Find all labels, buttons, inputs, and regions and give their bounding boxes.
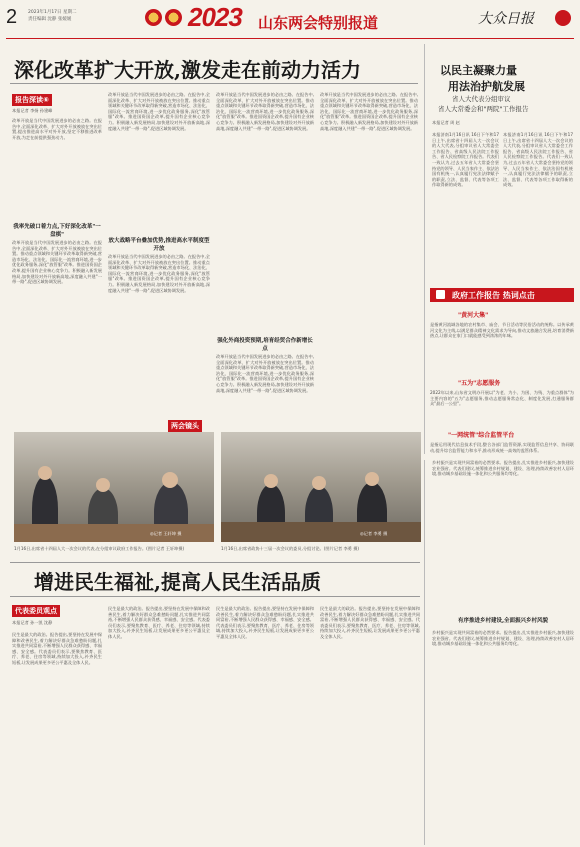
sidebar-headline-2: 用法治护航发展 xyxy=(448,80,525,93)
national-emblem-icon xyxy=(145,9,162,26)
photo-right-credit: ◎记者 李勇 摄 xyxy=(360,531,388,536)
bottom-col4-body: 民生是最大的政治。报告提出,要坚持在发展中保障和改善民生,着力解决好群众急难愁盼问题,扎实推进共同富裕,不断增强人民群众获得感、幸福感、安全感。代表委员们表示,要聚焦教育、医疗、养老、住房等领域,持续加大投入,补齐民生短板,让发展成果更多更公平惠及全体人民。 xyxy=(320,606,420,639)
banner-year: 2023 xyxy=(188,2,242,32)
headline-rule xyxy=(10,83,418,84)
hot-word-title: "黄河大集" xyxy=(458,312,489,319)
photo-committee xyxy=(221,432,421,542)
top-col2-body: 改革开放是当代中国发展进步的必由之路。在报告中,全面深化改革、扩大对外开放被放在突出位置。推动重点领域和关键环节改革取得新突破,营造市场化、法治化、国际化一流营商环境,进一步优化政务服务,深化"放管服"改革。推进国资国企改革,提升国有企业核心竞争力。积极融入新发展格局,加快建设对外开放新高地,深度融入共建"一带一路",促进区域协调发展。 xyxy=(108,92,210,131)
right-bottom-divider xyxy=(424,460,425,845)
subhead-platform: 放大战略平台叠加优势,推进高水平制度型开放 xyxy=(108,238,210,252)
banner-square-icon xyxy=(436,290,445,299)
hot-word-body: 是指黄河流域各地的农村集市、庙会、节日活动等民俗活动的统称。以传承黄河文化为主线,以满足群众精神文化需求为导向,推动文旅融合发展,培育消费新热点,让群众在家门口就能感受到浓浓的年味。 xyxy=(430,322,574,339)
section-tag-report: 报告深读⑥ xyxy=(12,94,52,106)
top-byline: 本报记者 李扬 孙建峰 xyxy=(12,108,53,113)
sidebar-col1-body: 本报济南1月16日讯 16日下午和17日上午,出席省十四届人大一次会议的人大代表,分组审议省人大常委会工作报告、省高级人民法院工作报告、省人民检察院工作报告。代表们一致认为,过去五年省人大常委会坚持党的领导、人民当家作主、依法治国有机统一,认真履行宪法法律赋予的职责,立法、监督、代表等各项工作取得新的成效。 xyxy=(432,132,499,188)
editor-line: 责任编辑 沈静 张媛媛 xyxy=(28,17,72,22)
newspaper-logo: 大众日报 xyxy=(478,11,534,27)
hot-word-body: 是指运用现代信息技术手段,整合各部门监管资源,实现监管信息共享、协同联动,提升综合监管能力和水平,推动形成统一高效的监管体系。 xyxy=(430,442,574,453)
hot-word-body: 2022年以来,山东省文明办开展以"为老、为小、为困、为残、为重点群体"为主要内容的"五为"志愿服务,推动志愿服务常态化、制度化发展,打通服务群众"最后一公里"。 xyxy=(430,390,574,407)
date-line: 2023年1月17日 星期二 xyxy=(28,10,77,15)
top-headline: 深化改革扩大开放,激发走在前动力活力 xyxy=(14,58,361,82)
right-bottom-subhead: 有序推进乡村建设,全面振兴乡村风貌 xyxy=(457,618,549,624)
top-lead-paragraph: 改革开放是当代中国发展进步的必由之路。在报告中,全面深化改革、扩大对外开放被放在突出位置,提出推进高水平对外开放,坚定不移推进改革开放,为走在前提供强劲动力。 xyxy=(12,118,102,140)
header-rule xyxy=(6,38,574,39)
hot-words-list xyxy=(430,306,574,482)
bottom-col2-body: 民生是最大的政治。报告提出,要坚持在发展中保障和改善民生,着力解决好群众急难愁盼问题,扎实推进共同富裕,不断增强人民群众获得感、幸福感、安全感。代表委员们表示,要聚焦教育、医疗、养老、住房等领域,持续加大投入,补齐民生短板,让发展成果更多更公平惠及全体人民。 xyxy=(108,606,210,639)
page-number: 2 xyxy=(6,6,18,28)
hot-words-banner xyxy=(430,288,574,302)
subhead-investment: 强化外商投资预期,培育经贸合作新增长点 xyxy=(217,338,313,352)
bottom-col3-body: 民生是最大的政治。报告提出,要坚持在发展中保障和改善民生,着力解决好群众急难愁盼问题,扎实推进共同富裕,不断增强人民群众获得感、幸福感、安全感。代表委员们表示,要聚焦教育、医疗、养老、住房等领域,持续加大投入,补齐民生短板,让发展成果更多更公平惠及全体人民。 xyxy=(216,606,314,639)
top-col3-body: 改革开放是当代中国发展进步的必由之路。在报告中,全面深化改革、扩大对外开放被放在突出位置。推动重点领域和关键环节改革取得新突破,营造市场化、法治化、国际化一流营商环境,进一步优化政务服务,深化"放管服"改革。推进国资国企改革,提升国有企业核心竞争力。积极融入新发展格局,加快建设对外开放新高地,深度融入共建"一带一路",促进区域协调发展。 xyxy=(216,92,314,131)
hot-word-title: "一网统管"综合监管平台 xyxy=(448,432,515,439)
photo-right-caption: 1月16日,出席省政协十三届一次会议的委员,分组讨论。(图片记者 李勇 摄) xyxy=(221,546,360,551)
photo-delegates xyxy=(14,432,214,542)
right-bottom-body-a: 乡村振兴是实现共同富裕的必然要求。报告提出,扎实推进乡村振兴,加快建设农业强省。代表们建议,统筹推进乡村规划、建设、治理,持续改善农村人居环境,推动城乡基础设施一体化和公共服务均等化。 xyxy=(432,460,574,477)
photo-left-credit: ◎记者 王轩坤 摄 xyxy=(150,531,182,536)
sidebar-headline-1: 以民主凝聚力量 xyxy=(440,64,517,77)
banner-title: 山东两会特别报道 xyxy=(258,15,379,32)
sidebar-subtitle-1: 省人大代表分组审议 xyxy=(452,95,511,103)
hot-word-title: "五为"志愿服务 xyxy=(458,380,501,387)
bottom-col1-body: 民生是最大的政治。报告提出,要坚持在发展中保障和改善民生,着力解决好群众急难愁盼问题,扎实推进共同富裕,不断增强人民群众获得感、幸福感、安全感。代表委员们表示,要聚焦教育、医疗、养老、住房等领域,持续加大投入,补齐民生短板,让发展成果更多更公平惠及全体人民。 xyxy=(12,632,102,665)
section-tag-views: 代表委员观点 xyxy=(12,605,60,617)
sidebar-byline: 本报记者 周 赵 xyxy=(432,120,460,125)
sidebar-divider xyxy=(424,44,425,454)
top-col4-body: 改革开放是当代中国发展进步的必由之路。在报告中,全面深化改革、扩大对外开放被放在突出位置。推动重点领域和关键环节改革取得新突破,营造市场化、法治化、国际化一流营商环境,进一步优化政务服务,深化"放管服"改革。推进国资国企改革,提升国有企业核心竞争力。积极融入新发展格局,加快建设对外开放新高地,深度融入共建"一带一路",促进区域协调发展。 xyxy=(320,92,418,131)
right-bottom-body-b: 乡村振兴是实现共同富裕的必然要求。报告提出,扎实推进乡村振兴,加快建设农业强省。代表们建议,统筹推进乡村规划、建设、治理,持续改善农村人居环境,推动城乡基础设施一体化和公共服务均等化。 xyxy=(432,630,574,647)
bottom-headline-rule xyxy=(10,596,420,597)
photo-left-caption: 1月16日,出席省十四届人大一次会议的代表,在分组审议政府工作报告。(图片记者 王轩坤摄) xyxy=(14,546,185,551)
section-tag-photos: 两会镜头 xyxy=(168,420,202,432)
sidebar-subtitle-2: 省人大常委会和"两院"工作报告 xyxy=(438,105,529,113)
logo-badge-icon xyxy=(555,10,571,26)
bottom-top-rule xyxy=(10,562,420,563)
top-col1-body: 改革开放是当代中国发展进步的必由之路。在报告中,全面深化改革、扩大对外开放被放在突出位置。推动重点领域和关键环节改革取得新突破,营造市场化、法治化、国际化一流营商环境,进一步优化政务服务,深化"放管服"改革。推进国资国企改革,提升国有企业核心竞争力。积极融入新发展格局,加快建设对外开放新高地,深度融入共建"一带一路",促进区域协调发展。 xyxy=(12,240,102,285)
sidebar-col2-body: 本报济南1月16日讯 16日下午和17日上午,出席省十四届人大一次会议的人大代表,分组审议省人大常委会工作报告、省高级人民法院工作报告、省人民检察院工作报告。代表们一致认为,过去五年省人大常委会坚持党的领导、人民当家作主、依法治国有机统一,认真履行宪法法律赋予的职责,立法、监督、代表等各项工作取得新的成效。 xyxy=(503,132,573,188)
hot-words-label: 政府工作报告 热词点击 xyxy=(452,291,535,300)
bottom-headline: 增进民生福祉,提高人民生活品质 xyxy=(34,570,321,594)
top-col3-body-b: 改革开放是当代中国发展进步的必由之路。在报告中,全面深化改革、扩大对外开放被放在突出位置。推动重点领域和关键环节改革取得新突破,营造市场化、法治化、国际化一流营商环境,进一步优化政务服务,深化"放管服"改革。推进国资国企改革,提升国有企业核心竞争力。积极融入新发展格局,加快建设对外开放新高地,深度融入共建"一带一路",促进区域协调发展。 xyxy=(216,354,314,393)
top-col2-body-b: 改革开放是当代中国发展进步的必由之路。在报告中,全面深化改革、扩大对外开放被放在突出位置。推动重点领域和关键环节改革取得新突破,营造市场化、法治化、国际化一流营商环境,进一步优化政务服务,深化"放管服"改革。推进国资国企改革,提升国有企业核心竞争力。积极融入新发展格局,加快建设对外开放新高地,深度融入共建"一带一路",促进区域协调发展。 xyxy=(108,254,210,293)
subhead-reform: 我率先破口着力点,下好深化改革"一盘棋" xyxy=(13,224,101,238)
cppcc-emblem-icon xyxy=(165,9,182,26)
bottom-byline: 本报记者 孙一凯 沈静 xyxy=(12,620,53,625)
